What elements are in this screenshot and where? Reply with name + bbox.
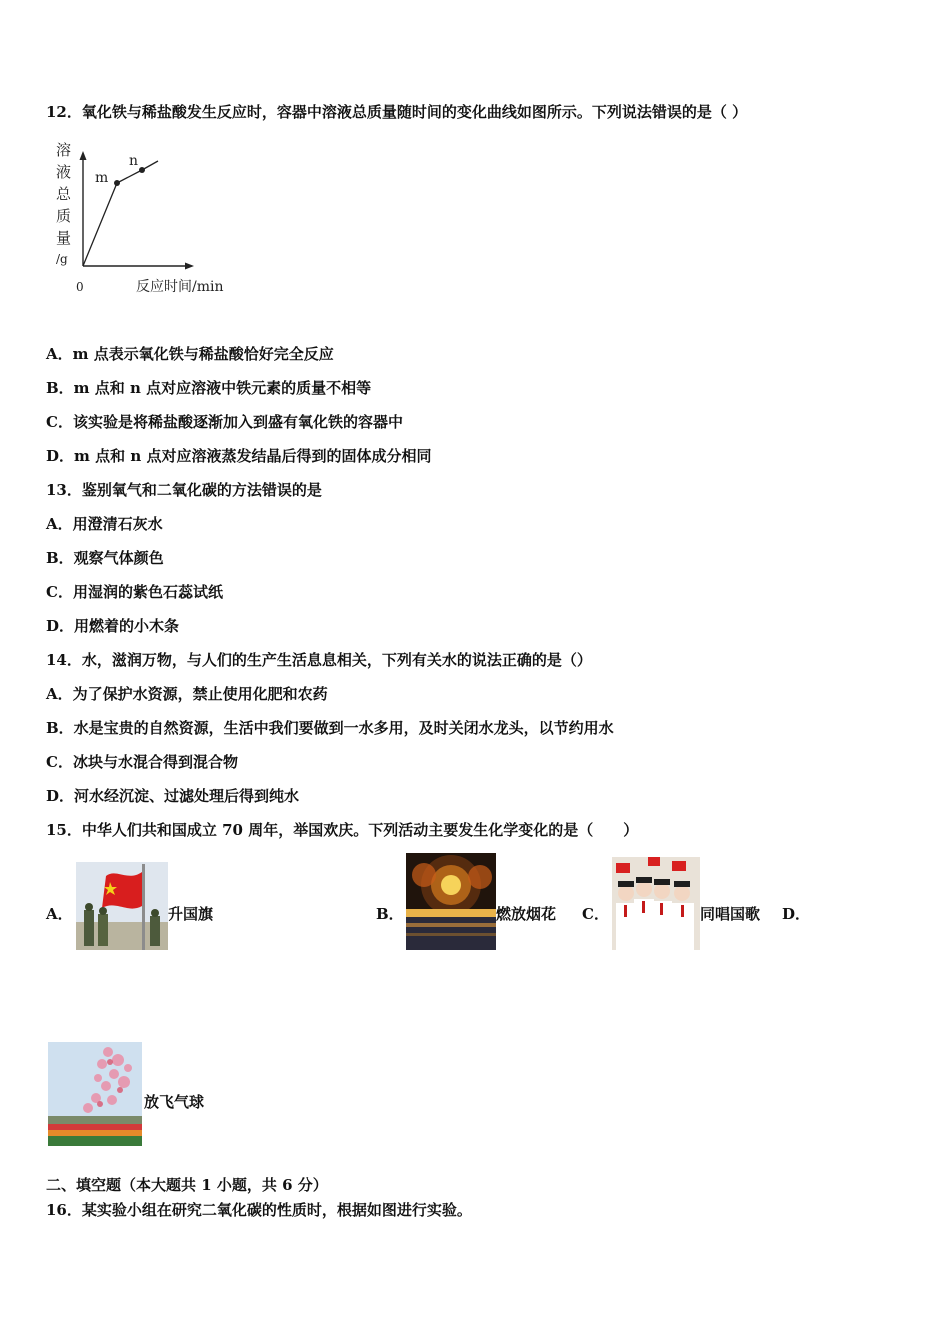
point-n-label: n	[129, 153, 139, 169]
point-m-label: m	[95, 170, 109, 186]
anthem-singing-image	[612, 857, 700, 950]
q12-option-c: C．该实验是将稀盐酸逐渐加入到盛有氧化铁的容器中	[46, 413, 403, 431]
q13-option-c: C．用湿润的紫色石蕊试纸	[46, 583, 223, 601]
q16-stem: 16．某实验小组在研究二氧化碳的性质时，根据如图进行实验。	[46, 1201, 472, 1219]
q12-mass-time-graph	[50, 135, 250, 305]
q12-option-a: A．m 点表示氧化铁与稀盐酸恰好完全反应	[46, 345, 334, 363]
y-label-char-5: 量	[56, 229, 72, 247]
section2-heading: 二、填空题（本大题共 1 小题，共 6 分）	[46, 1176, 328, 1194]
flag-raising-image	[76, 862, 168, 950]
y-label-char-4: 质	[56, 207, 72, 225]
q14-option-a: A．为了保护水资源，禁止使用化肥和农药	[46, 685, 328, 703]
fireworks-image	[406, 853, 496, 950]
q15-stem: 15．中华人们共和国成立 70 周年，举国欢庆。下列活动主要发生化学变化的是（ ）	[46, 821, 639, 839]
q15-option-a-text: 升国旗	[168, 905, 214, 923]
origin-label: 0	[76, 280, 84, 294]
q13-option-a: A．用澄清石灰水	[46, 515, 163, 533]
q15-option-d-letter: D．	[782, 905, 811, 923]
balloons-image	[48, 1042, 142, 1146]
q13-stem: 13．鉴别氧气和二氧化碳的方法错误的是	[46, 481, 322, 499]
y-label-char-1: 溶	[56, 141, 72, 159]
q15-option-c-letter: C．	[582, 905, 609, 923]
q14-stem: 14．水，滋润万物，与人们的生产生活息息相关，下列有关水的说法正确的是（）	[46, 651, 592, 669]
y-axis-arrow	[80, 151, 87, 160]
q12-stem: 12．氧化铁与稀盐酸发生反应时，容器中溶液总质量随时间的变化曲线如图所示。下列说法错误的是（ ）	[46, 103, 748, 121]
q15-option-a-letter: A．	[46, 905, 73, 923]
q15-option-d-text: 放飞气球	[144, 1093, 205, 1111]
q12-option-d: D．m 点和 n 点对应溶液蒸发结晶后得到的固体成分相同	[46, 447, 432, 465]
point-n-dot	[139, 167, 145, 173]
point-m-dot	[114, 180, 120, 186]
q14-option-c: C．冰块与水混合得到混合物	[46, 753, 238, 771]
q14-option-d: D．河水经沉淀、过滤处理后得到纯水	[46, 787, 300, 805]
x-axis-arrow	[185, 263, 194, 270]
q12-option-b: B．m 点和 n 点对应溶液中铁元素的质量不相等	[46, 379, 372, 397]
q14-option-b: B．水是宝贵的自然资源，生活中我们要做到一水多用，及时关闭水龙头，以节约用水	[46, 719, 614, 737]
q15-option-b-letter: B．	[376, 905, 404, 923]
q15-option-b-text: 燃放烟花	[496, 905, 557, 923]
x-axis-label: 反应时间/min	[136, 279, 224, 295]
q15-option-c-text: 同唱国歌	[700, 905, 761, 923]
q13-option-b: B．观察气体颜色	[46, 549, 164, 567]
y-unit: /g	[56, 252, 68, 266]
y-label-char-2: 液	[56, 163, 72, 181]
y-label-char-3: 总	[56, 185, 72, 203]
q13-option-d: D．用燃着的小木条	[46, 617, 180, 635]
